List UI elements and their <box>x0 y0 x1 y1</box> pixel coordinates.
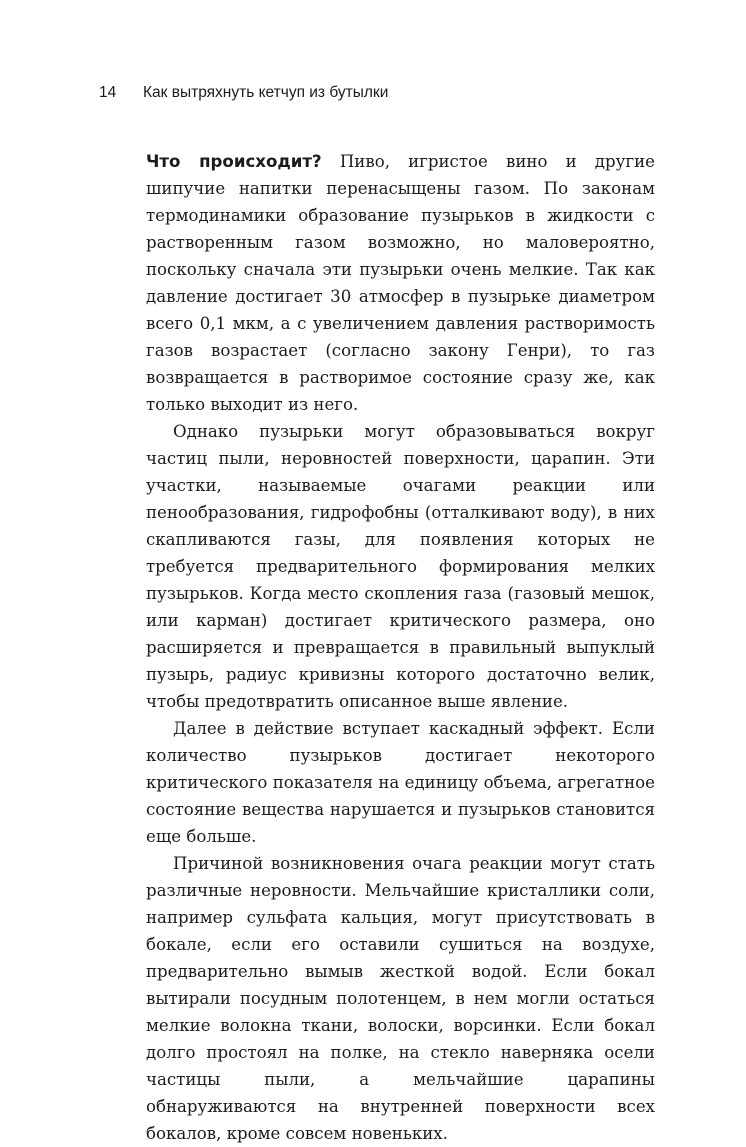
paragraph-1-text: Пиво, игристое вино и другие шипучие напитки перенасыщены газом. По законам термодинамики образование пузырьков в жидкости с растворенным газом возможно, но маловероятно, поскольку сначала эти пузырьки очень мелкие. Так как давление достигает 30 атмосфер в пузырьке диаметром всего 0,1 мкм, а с увеличением давления растворимость газов возрастает (согласно закону Генри), то газ возвращается в растворимое состояние сразу же, как только выходит из него. <box>146 152 655 414</box>
paragraph-1 <box>146 148 655 418</box>
page-number: 14 <box>99 84 117 101</box>
running-title: Как вытряхнуть кетчуп из бутылки <box>143 84 389 101</box>
running-header <box>99 84 388 102</box>
body-text <box>146 148 655 1147</box>
lead-in-heading: Что происходит? <box>146 152 322 171</box>
paragraph-2: Однако пузырьки могут образовываться вокруг частиц пыли, неровностей поверхности, царапин. Эти участки, называемые очагами реакции или пенообразования, гидрофобны (отталкивают воду), в них скапливаются газы, для появления которых не требуется предварительного формирования мелких пузырьков. Когда место скопления газа (газовый мешок, или карман) достигает критического размера, оно расширяется и превращается в правильный выпуклый пузырь, радиус кривизны которого достаточно велик, чтобы предотвратить описанное выше явление. <box>146 422 655 711</box>
paragraph-3: Далее в действие вступает каскадный эффект. Если количество пузырьков достигает некоторого критического показателя на единицу объема, агрегатное состояние вещества нарушается и пузырьков становится еще больше. <box>146 719 655 846</box>
paragraph-4: Причиной возникновения очага реакции могут стать различные неровности. Мельчайшие кристаллики соли, например сульфата кальция, могут присутствовать в бокале, если его оставили сушиться на воздухе, предварительно вымыв жесткой водой. Если бокал вытирали посудным полотенцем, в нем могли остаться мелкие волокна ткани, волоски, ворсинки. Если бокал долго простоял на полке, на стекло наверняка осели частицы пыли, а мельчайшие царапины обнаруживаются на внутренней поверхности всех бокалов, кроме совсем новеньких. <box>146 854 655 1143</box>
